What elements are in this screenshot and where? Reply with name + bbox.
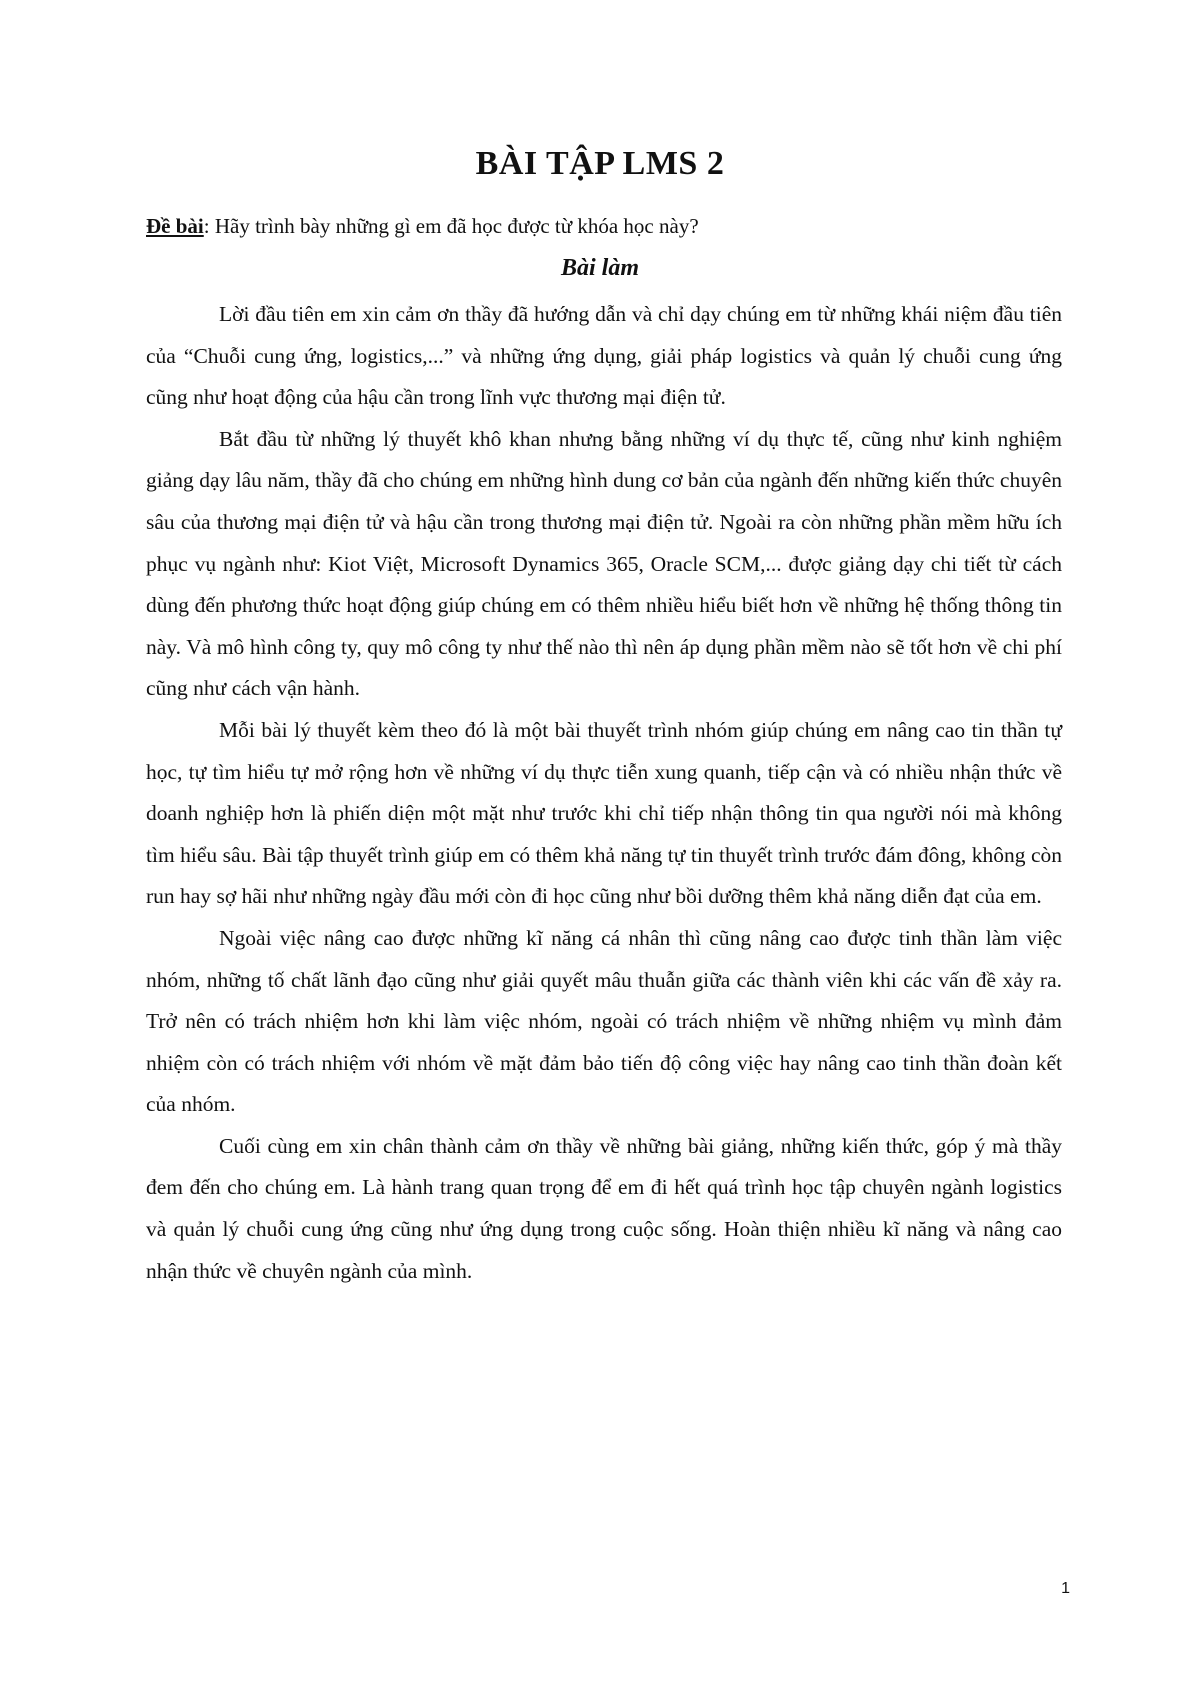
answer-heading: Bài làm (560, 255, 639, 281)
prompt-label: Đề bài (146, 214, 204, 238)
document-title: BÀI TẬP LMS 2 (475, 145, 725, 182)
prompt-separator: : (203, 214, 210, 238)
paragraph-4: Ngoài việc nâng cao được những kĩ năng cá nhân thì cũng nâng cao được tinh thần làm việc nhóm, những tố chất lãnh đạo cũng như giải quyết mâu thuẫn giữa các thành viên khi các vấn đề xảy ra. Trở nên có trách nhiệm hơn khi làm việc nhóm, ngoài có trách nhiệm về những nhiệm vụ mình đảm nhiệm còn có trách nhiệm với nhóm về mặt đảm bảo tiến độ công việc hay nâng cao tinh thần đoàn kết của nhóm. (146, 925, 1062, 1117)
paragraph-3: Mỗi bài lý thuyết kèm theo đó là một bài thuyết trình nhóm giúp chúng em nâng cao tin thần tự học, tự tìm hiểu tự mở rộng hơn về những ví dụ thực tiễn xung quanh, tiếp cận và có nhiều nhận thức về doanh nghiệp hơn là phiến diện một mặt như trước khi chỉ tiếp nhận thông tin qua người nói mà không tìm hiểu sâu. Bài tập thuyết trình giúp em có thêm khả năng tự tin thuyết trình trước đám đông, không còn run hay sợ hãi như những ngày đầu mới còn đi học cũng như bồi dưỡng thêm khả năng diễn đạt của em. (146, 717, 1062, 909)
paragraph-2: Bắt đầu từ những lý thuyết khô khan nhưng bằng những ví dụ thực tế, cũng như kinh nghiệm giảng dạy lâu năm, thầy đã cho chúng em những hình dung cơ bản của ngành đến những kiến thức chuyên sâu của thương mại điện tử và hậu cần trong thương mại điện tử. Ngoài ra còn những phần mềm hữu ích phục vụ ngành như: Kiot Việt, Microsoft Dynamics 365, Oracle SCM,... được giảng dạy chi tiết từ cách dùng đến phương thức hoạt động giúp chúng em có thêm nhiều hiểu biết hơn về những hệ thống thông tin này. Và mô hình công ty, quy mô công ty như thế nào thì nên áp dụng phần mềm nào sẽ tốt hơn về chi phí cũng như cách vận hành. (146, 426, 1062, 701)
paragraph-5: Cuối cùng em xin chân thành cảm ơn thầy về những bài giảng, những kiến thức, góp ý mà thầy đem đến cho chúng em. Là hành trang quan trọng để em đi hết quá trình học tập chuyên ngành logistics và quản lý chuỗi cung ứng cũng như ứng dụng trong cuộc sống. Hoàn thiện nhiều kĩ năng và nâng cao nhận thức về chuyên ngành của mình. (146, 1133, 1062, 1283)
answer-body (146, 294, 1062, 1292)
prompt-text: Hãy trình bày những gì em đã học được từ khóa học này? (209, 214, 699, 238)
page-number: 1 (1061, 1580, 1070, 1597)
paragraph-1: Lời đầu tiên em xin cảm ơn thầy đã hướng dẫn và chỉ dạy chúng em từ những khái niệm đầu tiên của “Chuỗi cung ứng, logistics,...” và những ứng dụng, giải pháp logistics và quản lý chuỗi cung ứng cũng như hoạt động của hậu cần trong lĩnh vực thương mại điện tử. (146, 302, 1062, 410)
assignment-prompt (146, 212, 1056, 240)
